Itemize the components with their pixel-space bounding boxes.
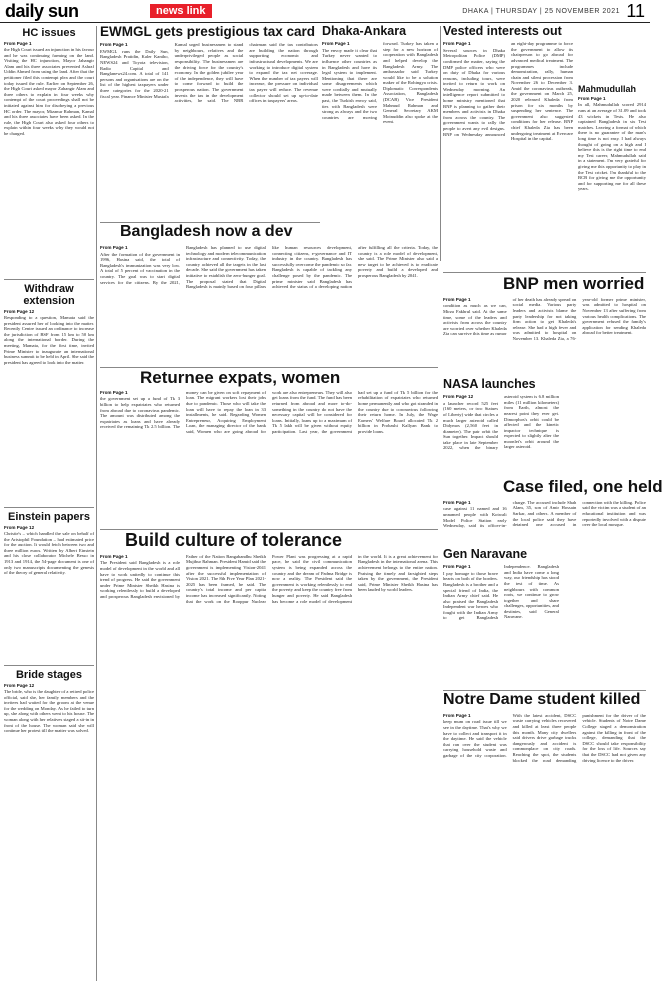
dateline: DHAKA | THURSDAY | 25 NOVEMBER 2021: [462, 8, 620, 15]
from-page-label: From Page 1: [578, 96, 606, 102]
bride-stages-body: The bride, who is the daughter of a retired police official, said she, her family members and the invitees had waited for the groom at the venue for the wedding on Monday. As he failed to turn up, she along with others went to his house. The woman along with her relatives staged a sit-in in front of the house. The woman said she will continue her protest till the matter was solved.: [4, 689, 94, 734]
from-page-label: From Page 1: [322, 41, 350, 47]
case-filed-text: case against 11 named and 16 unnamed people with Kotwali Model Police Station early Wednesday, said its officer-in-charge. The accused include Shah Alam, 35, son of Amir Hossain Sarkar, and others. A member of the local police said they have detained one accused in connection with the killing. Police said the victim was a student of an educational institution and was reportedly involved with a dispute over the local mosque.: [443, 499, 646, 529]
returnee-article: [100, 369, 438, 527]
from-page-label: From Page 1: [443, 296, 471, 302]
hc-issues-headline: HC issues: [22, 27, 76, 39]
vested-interests-headline: Vested interests out: [443, 24, 562, 38]
bangladesh-dev-body-wrap: [100, 245, 438, 365]
from-page-label: From Page 1: [443, 712, 471, 718]
vested-interests-article: [443, 25, 573, 268]
build-culture-text: The President said Bangladesh is a role model of development in the world and all have to work unitedly to continue this trend of progress. He said the government under Prime Minister Sheikh Hasina is working relentlessly to build a developed and prosperous Bangladesh envisioned by Father of the Nation Bangabandhu Sheikh Mujibur Rahman. President Hamid said the government is implementing Vision-2041 after the successful implementation of Vision 2021. The 8th Five Year Plan 2021-2025 has been framed, he said. The country's total income and per capita income has increased significantly. Noting that the work on the Rooppur Nuclear Power Plant was progressing at a rapid pace, he said the civil communication system is being expanded across the country and the dream of Padma Bridge is now a reality. The President said the government is working relentlessly to end the poverty and keep the country free from hunger and poverty. He said Bangladesh has become a role model of development in the world. It is a great achievement for Bangladesh in the international arena. This achievement belongs to the entire nation. Praising the timely and farsighted steps taken by the government, the President said, Prime Minister Sheikh Hasina has been lauded by world leaders.: [100, 553, 438, 604]
from-page-label: From Page 1: [100, 553, 128, 559]
withdraw-extension-article: [4, 279, 94, 503]
ewmgl-headline: EWMGL gets prestigious tax card: [100, 24, 316, 39]
bangladesh-dev-headline: Bangladesh now a dev: [120, 223, 293, 240]
einstein-papers-body: Christie's – which handled the sale on behalf of the Aristophil Foundation – had estimated price for the auction. It would fetch between two and three million euros. Written by Albert Einstein and his close collaborator Michele Besso in 1913 and 1914, the 54-page document is one of only two manuscripts documenting the genesis of the theory of general relativity.: [4, 531, 94, 576]
from-page-label: From Page 12: [4, 525, 35, 530]
from-page-label: From Page 12: [443, 394, 474, 400]
from-page-label: From Page 1: [443, 564, 471, 570]
build-culture-headline: Build culture of tolerance: [125, 530, 343, 550]
einstein-papers-article: [4, 507, 94, 661]
notre-dame-headline: Notre Dame student killed: [443, 691, 641, 708]
page-number: 11: [626, 1, 645, 21]
mahmudullah-headline: Mahmudullah: [578, 84, 636, 94]
withdraw-extension-headline: Withdraw extension: [23, 283, 75, 307]
dhaka-ankara-headline: Dhaka-Ankara: [322, 24, 407, 38]
horizontal-rule: [443, 272, 646, 273]
bangladesh-dev-body: [100, 245, 438, 365]
paper-logo: daily sun: [5, 1, 79, 21]
hc-issues-article: [4, 27, 94, 275]
from-page-label: From Page 12: [4, 309, 35, 314]
nasa-headline: NASA launches: [443, 377, 536, 391]
mahmudullah-body: In all, Mahmudullah scored 2914 runs at an average of 31.09 and took 43 wickets in Tests. He also captained Bangladesh in six Test matches. Leaving a format of which there is no guarantee of the man's long time is not easy. I had always thought of going on a high and I believe this is the right time to end my Test career, Mahmudullah said in a statement. I'm very grateful for giving me this opportunity to play in the Test cricket. I'm thankful to the BCB for giving me the opportunity and for supporting me for all these years.: [578, 102, 646, 192]
case-filed-headline: Case filed, one held: [503, 477, 663, 496]
bride-stages-headline: Bride stages: [15, 669, 83, 681]
masthead: [0, 0, 650, 23]
notre-dame-body: [443, 713, 646, 979]
section-tag: news link: [150, 4, 212, 18]
gen-naravane-text: I pay homage to those brave hearts on both of the borders. Bangladesh is a brother and a special friend of India, the Indian Army chief said. He also praised the Bangladesh Independent war heroes who fought with the Indian Army to get Bangladesh Independence. Bangladesh and India have come a long way, our friendship has stood the test of time. As neighbours with common roots, we continue to grow together and share challenges, opportunities, and destinies, said General Naravane.: [443, 564, 559, 621]
ewmgl-article: [100, 25, 318, 220]
mahmudullah-article: [578, 85, 646, 265]
returnee-body: [100, 390, 438, 523]
gen-naravane-headline: Gen Naravane: [443, 547, 528, 561]
from-page-label: From Page 1: [443, 41, 471, 47]
from-page-label: From Page 12: [4, 683, 35, 688]
dhaka-ankara-article: [322, 25, 438, 270]
returnee-headline: Returnee expats, women: [140, 368, 341, 387]
vested-interests-body: [443, 41, 573, 264]
dhaka-ankara-text: The envoy made it clear that Turkey never wanted to influence other countries as in Bangladesh and have its legal system to implement. Mentioning that there are some disagreements which were cordially and mutually made between them. In the past, the Turkish envoy said, ties with Bangladesh were strong as always and the two countries are moving forward. Turkey has taken a step for a new horizon of cooperation with Bangladesh and helped develop the Bangladesh Army. The ambassador said Turkey would like to be a solution maker of the Rohingya crisis. Diplomatic Correspondents Association, Bangladesh (DCAB) Vice President Mahmud Rahman and General Secretary AKM Moinuddin also spoke at the event.: [322, 41, 438, 125]
dhaka-ankara-body: [322, 41, 438, 266]
bride-stages-article: [4, 665, 94, 979]
withdraw-extension-body: Responding to a question, Mamata said the president assured her of looking into the matter. Recently Centre issued an ordinance to increase the jurisdiction of BSF from 15 km to 50 km along the international border. During the meeting, Mamata, for the first time, invited Prime Minister to inaugurate an international business summit to be held in April. She said the president has agreed to look into the matter.: [4, 315, 94, 365]
build-culture-body: [100, 554, 438, 978]
build-culture-article: [100, 531, 438, 981]
column-divider: [96, 26, 97, 981]
returnee-text: the government set up a fund of Tk 3 billion to help expatriates who returned from abroad due to coronavirus pandemic. The amount was distributed among the expatriates as loans and have already received the remaining Tk 2.5 billion. The money can be given on soft repayment of loan. The migrant workers lost their jobs due to pandemic. Those who will take the loan will have to repay the loan in 33 installments, he said. Regarding Women Entrepreneur, Acquiring Employment Loan, the managing director of the bank said, Women who are going abroad for work are also entrepreneurs. They will also get loans from the fund. The fund has been returned from abroad and more to-do-something in the country do not have the necessary capital will be considered for loans. Initially, loans up to a maximum of Tk 5 lakh will be given without equity participation. Last year, the government had set up a fund of Tk 5 billion for the rehabilitation of expatriates who returned home permanently and who got stranded in the country due to coronavirus following their return home. In July, the Wage Earners' Welfare Board allocated Tk 2 billion in Probashi Kallyan Bank to provide loans.: [100, 389, 438, 434]
notre-dame-article: [443, 692, 646, 981]
bnp-men-text: condition as much as we can, Mirza Fakhrul said. At the same time, some of the leaders and activists from across the country are worried over whether Khaleda Zia can survive this time as rumor of her death has already spread on social media. Various party leaders and activists blame the party leadership for not taking firm action to get Khaleda's release. She had a high fever and was admitted to hospital on November 13. Khaleda Zia, a 76-year-old former prime minister, was admitted to hospital on November 13 after suffering from various health complications. The government refused the family's application for sending Khaleda abroad for better treatment.: [443, 296, 646, 341]
bnp-men-headline: BNP men worried: [503, 274, 645, 293]
from-page-label: From Page 1: [100, 42, 128, 48]
einstein-papers-headline: Einstein papers: [8, 511, 90, 523]
from-page-label: From Page 1: [100, 389, 128, 395]
notre-dame-text: keep mum on road issue till we see in the daytime. That's why we have to collect and transport it in the daytime. He said the vehicle that ran over the student was carrying household waste and garbage of the city corporation. With the latest accident, DSCC waste carrying vehicles recovered and killed at least three people this month. Many city dwellers said drivers drive garbage trucks dangerously and accident is commonplace on city roads. Reaching the spot, the students blocked the road demanding punishment for the driver of the vehicle. Students of Notre Dame College staged a demonstration against the killing in front of the college, demanding that the DSCC should take responsibility for the loss of life. Sources say that the DSCC had not given any driving licence to the driver.: [443, 712, 646, 763]
nasa-text: a launcher record 525 feet (160 meters, or two Statues of Liberty) wide that circles a much larger asteroid called Didymos (2,560 feet in diameter). The pair orbit the Sun together. Impact should take place in late September 2022, when the binary asteroid system is 6.8 million miles (11 million kilometers) from Earth, almost the nearest point they ever get. Dimorphos's orbit could be affected and the kinetic impactor technique is expected to slightly alter the moonlet's orbit around the larger asteroid.: [443, 394, 559, 451]
ewmgl-body: [100, 42, 318, 218]
vested-interests-text: Several sources in Dhaka Metropolitan Police (DMP) confirmed the matter, saying the DMP police officers who were on duty of Dhaka for various reasons, including tours, were invited to return to work on Wednesday morning. An intelligence report submitted to home ministry mentioned that BNP is planning to gather their members and activists in Dhaka from across the country. The government wants to rally the people to avert any evil designs. BNP on Wednesday announced an eight-day programme to force the government to allow its chairperson to go abroad for advanced medical treatment. The programmes include demonstration, rally, human chain and silent procession from November 26 to December 3. Amid the coronavirus outbreak, the government on March 25, 2020 released Khaleda from prison for six months by suspending her sentence. The government also suggested conditions for her release. BNP chief Khaleda Zia has been undergoing treatment at Evercare Hospital in the capital.: [443, 41, 573, 142]
column-divider: [440, 26, 441, 261]
bangladesh-dev-text: After the formation of the government in 1996, Hasina said, the total of Bangladesh's immunization was very low. A total of 5 percent of vaccination in the country. The goal was to start digital services for the citizens. By the 2021, Bangladesh has planned to use digital technology and modern telecommunication infrastructure and connectivity. Today, the country achieved all the targets in the last decade. She said the government has taken initiative to establish the zero-hunger goal. The proposal stated that Digital Bangladesh is mainly based on four pillars like human resources development, connecting citizens, e-governance and IT industry in the country. Bangladesh has successfully overcome the pandemic so far. Bangladesh is capable of tackling any challenge posed by the pandemic. The prime minister said Bangladesh has achieved the status of a developing nation after fulfilling all the criteria. Today, the country is a role model of development, she said. The Prime Minister also said a new target to be achieved is to eradicate poverty and build a developed and prosperous Bangladesh by 2041.: [100, 245, 438, 290]
ewmgl-text: EWMGL runs the Daily Sun, Bangladesh Pratidin, Kaler Kantho, NEWS24 and Toyota television, Radio Capital and Banglanews24.com. A total of 141 persons and organisations are on the list of the highest taxpayers under three categories for the 2020-21 fiscal year. Finance Minister Mustafa Kamal urged businessmen to stand by neighbours, relatives and the underprivileged people as social responsibility. The businessmen are the driving force for the country's economy. In the golden jubilee year of the independence, they will have to come forward to build the prosperous nation. The government invests the tax in the development activities, he said. The NBR chairman said the tax contributors are building the nation through supporting economic and infrastructural developments. We are working to introduce digital system to expand the tax net coverage. When the number of tax payers will increase, the pressure on individual tax payer will reduce. The revenue collector should set up up-to-date offices in taxpayers' areas.: [100, 42, 318, 104]
from-page-label: From Page 1: [443, 499, 471, 505]
hc-issues-body: the High Court issued an injunction in his favour and he was continuing farming on the land. Visiting the HC injunction, Mayor Jahangir Alam and his three associates prevented Ashraf Uddin Ahmed from using the land. After that the petitioner filed this contempt plea and the court today issued the rule. Earlier on September 26, the High Court asked mayor Zahangir Alam and three others to explain in four weeks why contempt of the court proceedings shall not be initiated against him for disobeying a previous HC order. The mayor, Mizanur Rahman, Kamal and his three associates have been asked. In the rule, the High Court also asked four others to explain within four weeks why they would not be charged.: [4, 47, 94, 136]
from-page-label: From Page 1: [100, 245, 128, 250]
left-column: [4, 27, 94, 981]
from-page-label: From Page 1: [4, 41, 32, 46]
